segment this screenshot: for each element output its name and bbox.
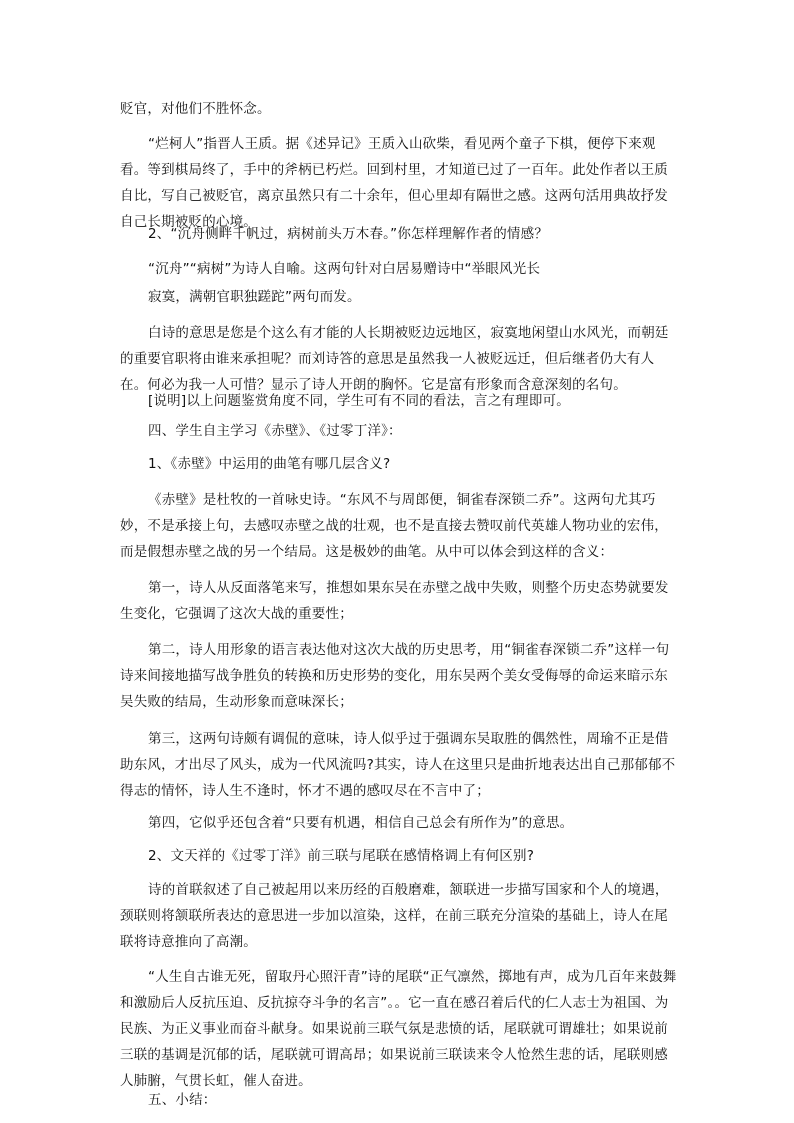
paragraph-second: 第二，诗人用形象的语言表达他对这次大战的历史思考，用“铜雀春深锁二乔”这样一句诗来间接地描写战争胜负的转换和历史形势的变化，用东吴两个美女受侮辱的命运来暗示东吴失败的结局，生动形象而意味深长； xyxy=(120,642,670,710)
paragraph-4: 白诗的意思是您是个这么有才能的人长期被贬边远地区，寂寞地闲望山水风光，而朝廷的重要官职将由谁来承担呢？而刘诗答的意思是虽然我一人被贬远迁，但后继者仍大有人在。何必为我一人可惜？显示了诗人开朗的胸怀。它是富有形象而含意深刻的名句。 xyxy=(120,325,669,393)
note-paragraph: [说明]以上问题鉴赏角度不同，学生可有不同的看法，言之有理即可。 xyxy=(148,393,570,409)
question-1-heading: 1、《赤壁》中运用的曲笔有哪几层含义? xyxy=(148,456,391,472)
paragraph-1: 贬官，对他们不胜怀念。 xyxy=(120,101,271,117)
section-4-heading: 四、学生自主学习《赤壁》、《过零丁洋》： xyxy=(148,423,402,439)
paragraph-third: 第三，这两句诗颇有调侃的意味，诗人似乎过于强调东吴取胜的偶然性，周瑜不正是借助东风，才出尽了风头，成为一代风流吗?其实，诗人在这里只是曲折地表达出自己那郁郁不得志的情怀，诗人生不逢时，怀才不遇的感叹尽在不言中了； xyxy=(120,731,676,799)
paragraph-7: “人生自古谁无死，留取丹心照汗青”诗的尾联“正气凛然，掷地有声，成为几百年来鼓舞和激励后人反抗压迫、反抗掠夺斗争的名言”。。它一直在感召着后代的仁人志士为祖国、为民族、为正义事业而奋斗献身。如果说前三联气氛是悲愤的话，尾联就可谓雄壮；如果说前三联的基调是沉郁的话，尾联就可谓高昂；如果说前三联读来令人怆然生悲的话，尾联则感人肺腑，气贯长虹，催人奋进。 xyxy=(120,969,677,1089)
paragraph-first: 第一，诗人从反面落笔来写，推想如果东吴在赤壁之战中失败，则整个历史态势就要发生变化，它强调了这次大战的重要性； xyxy=(120,580,669,622)
paragraph-5: 《赤壁》是杜牧的一首咏史诗。“东风不与周郎便，铜雀春深锁二乔”。这两句尤其巧妙，不是承接上句，去感叹赤壁之战的壮观，也不是直接去赞叹前代英雄人物功业的宏伟，而是假想赤壁之战的另一个结局。这是极妙的曲笔。从中可以体会到这样的含义： xyxy=(120,492,668,560)
paragraph-6: 诗的首联叙述了自己被起用以来历经的百般磨难，颔联进一步描写国家和个人的境遇，颈联则将颔联所表达的意思进一步加以渲染，这样，在前三联充分渲染的基础上，诗人在尾联将诗意推向了高潮。 xyxy=(120,882,669,950)
question-2b-heading: 2、文天祥的《过零丁洋》前三联与尾联在感情格调上有何区别? xyxy=(148,848,535,864)
paragraph-2: “烂柯人”指晋人王质。据《述异记》王质入山砍柴，看见两个童子下棋，便停下来观看。等到棋局终了，手中的斧柄已朽烂。回到村里，才知道已过了一百年。此处作者以王质自比，写自己被贬官，离京虽然只有二十余年，但心里却有隔世之感。这两句活用典故抒发自己长期被贬的心境。 xyxy=(120,136,668,230)
paragraph-3-continued: 寂寞，满朝官职独蹉跎”两句而发。 xyxy=(148,289,361,305)
section-5-heading: 五、小结： xyxy=(148,1092,217,1108)
paragraph-3: “沉舟”“病树”为诗人自喻。这两句针对白居易赠诗中“举眼风光长 xyxy=(148,261,541,277)
paragraph-fourth: 第四，它似乎还包含着“只要有机遇，相信自己总会有所作为”的意思。 xyxy=(148,815,574,831)
question-2-heading: 2、“沉舟侧畔千帆过，病树前头万木春。”你怎样理解作者的情感？ xyxy=(148,226,549,242)
